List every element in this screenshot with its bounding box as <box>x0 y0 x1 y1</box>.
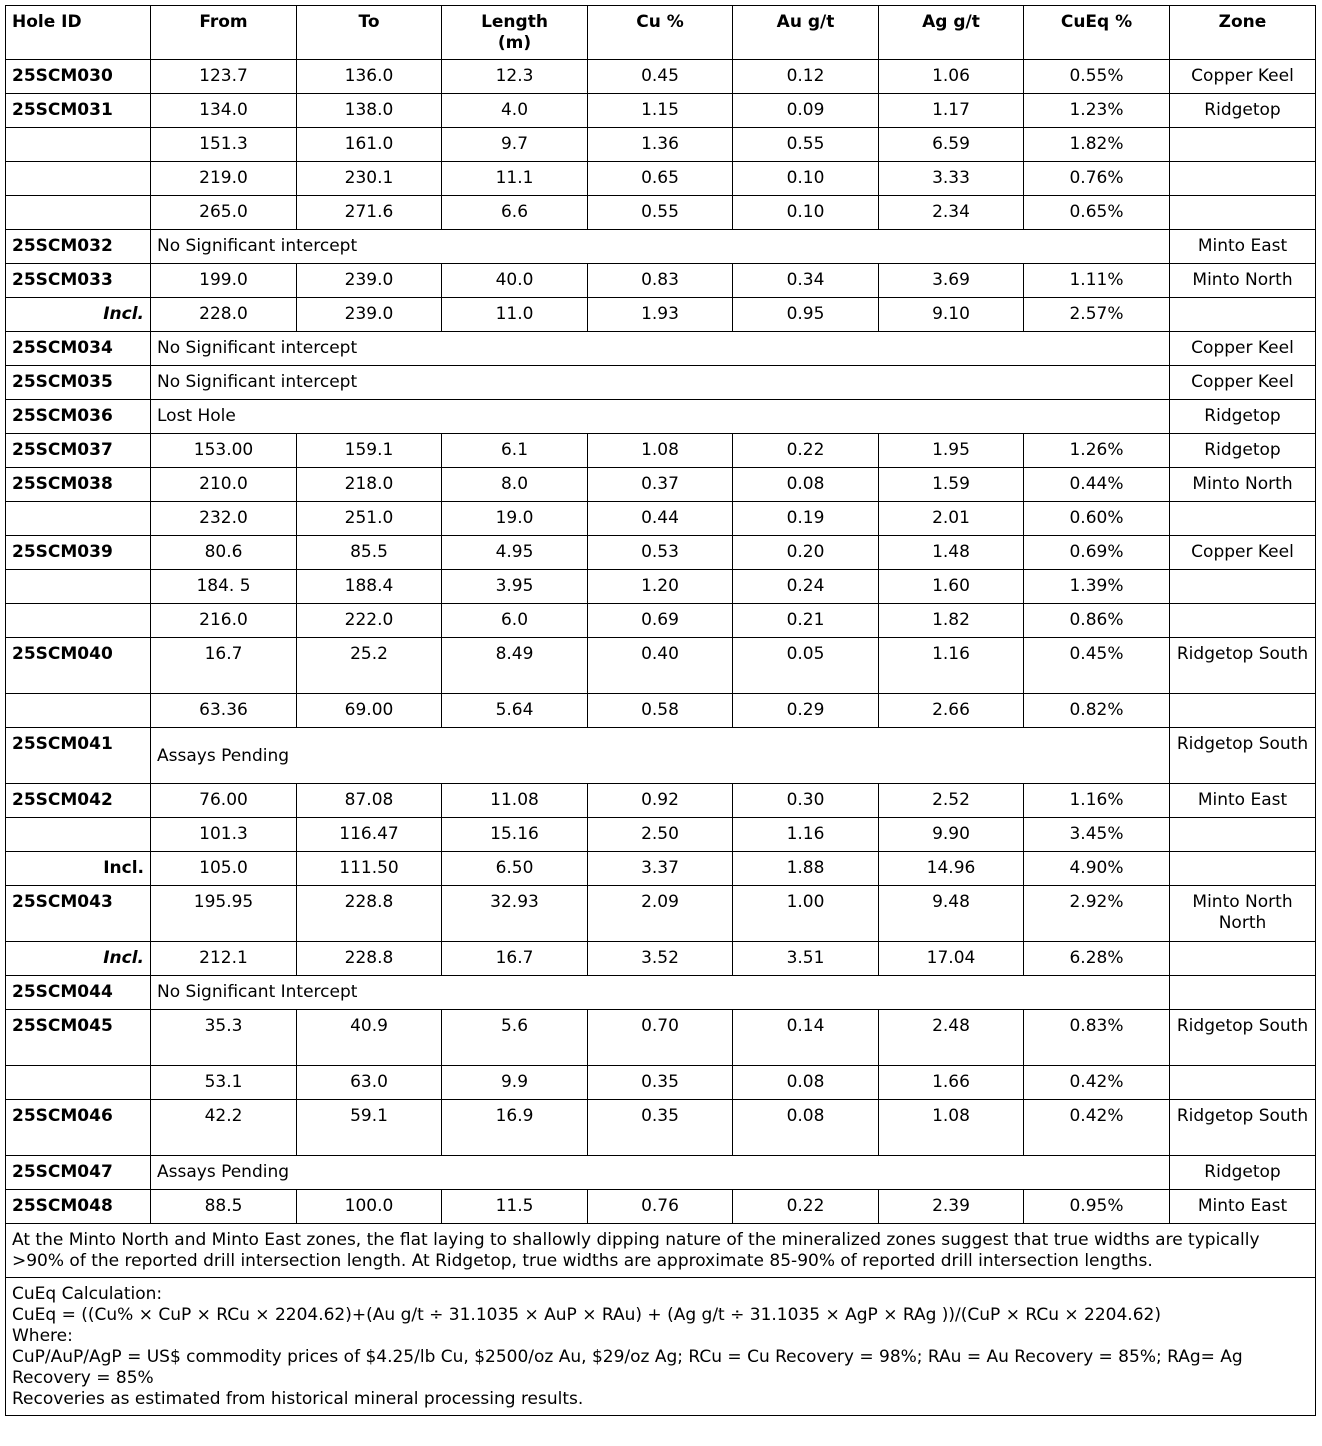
length-cell: 11.08 <box>442 784 588 818</box>
ag-cell: 17.04 <box>879 942 1024 976</box>
to-cell: 138.0 <box>297 94 442 128</box>
hole-id-cell: 25SCM030 <box>6 60 151 94</box>
to-cell: 63.0 <box>297 1066 442 1100</box>
zone-cell: Ridgetop <box>1170 1156 1316 1190</box>
to-cell: 228.8 <box>297 942 442 976</box>
au-cell: 0.08 <box>733 1066 879 1100</box>
table-row <box>6 1190 1316 1224</box>
length-cell: 6.0 <box>442 604 588 638</box>
to-cell: 59.1 <box>297 1100 442 1156</box>
table-row <box>6 570 1316 604</box>
from-cell: 265.0 <box>151 196 297 230</box>
hole-id-cell <box>6 694 151 728</box>
header-ag: Ag g/t <box>879 6 1024 60</box>
table-row <box>6 1010 1316 1066</box>
ag-cell: 2.48 <box>879 1010 1024 1066</box>
table-row <box>6 818 1316 852</box>
au-cell: 0.14 <box>733 1010 879 1066</box>
included-interval-label: Incl. <box>6 942 151 976</box>
cu-cell: 0.92 <box>588 784 733 818</box>
cu-cell: 1.93 <box>588 298 733 332</box>
ag-cell: 2.01 <box>879 502 1024 536</box>
zone-cell <box>1170 694 1316 728</box>
zone-cell: Copper Keel <box>1170 60 1316 94</box>
cu-cell: 2.50 <box>588 818 733 852</box>
au-cell: 1.16 <box>733 818 879 852</box>
au-cell: 0.34 <box>733 264 879 298</box>
result-note-cell: No Significant intercept <box>151 366 1170 400</box>
table-row <box>6 976 1316 1010</box>
header-cu: Cu % <box>588 6 733 60</box>
length-cell: 8.0 <box>442 468 588 502</box>
length-cell: 15.16 <box>442 818 588 852</box>
zone-cell <box>1170 298 1316 332</box>
from-cell: 88.5 <box>151 1190 297 1224</box>
zone-cell: Copper Keel <box>1170 366 1316 400</box>
ag-cell: 1.17 <box>879 94 1024 128</box>
ag-cell: 1.66 <box>879 1066 1024 1100</box>
hole-id-cell: 25SCM038 <box>6 468 151 502</box>
cueq-cell: 1.82% <box>1024 128 1170 162</box>
hole-id-cell: 25SCM039 <box>6 536 151 570</box>
length-cell: 6.6 <box>442 196 588 230</box>
length-cell: 5.6 <box>442 1010 588 1066</box>
zone-cell: Minto North North <box>1170 886 1316 942</box>
table-row <box>6 230 1316 264</box>
cu-cell: 0.70 <box>588 1010 733 1066</box>
from-cell: 219.0 <box>151 162 297 196</box>
from-cell: 101.3 <box>151 818 297 852</box>
cueq-prices: CuP/AuP/AgP = US$ commodity prices of $4.25/lb Cu, $2500/oz Au, $29/oz Ag; RCu = Cu Recovery = 98%; RAu = Au Recovery = 85%; RAg= Ag Recovery = 85% <box>12 1347 1243 1388</box>
hole-id-cell: 25SCM044 <box>6 976 151 1010</box>
table-row <box>6 1066 1316 1100</box>
hole-id-cell: 25SCM041 <box>6 728 151 784</box>
au-cell: 1.88 <box>733 852 879 886</box>
length-cell: 6.50 <box>442 852 588 886</box>
cu-cell: 0.76 <box>588 1190 733 1224</box>
ag-cell: 2.52 <box>879 784 1024 818</box>
cueq-notes-row <box>6 1278 1316 1416</box>
cu-cell: 3.37 <box>588 852 733 886</box>
cueq-cell: 0.95% <box>1024 1190 1170 1224</box>
to-cell: 218.0 <box>297 468 442 502</box>
length-cell: 8.49 <box>442 638 588 694</box>
au-cell: 0.10 <box>733 162 879 196</box>
from-cell: 184. 5 <box>151 570 297 604</box>
to-cell: 116.47 <box>297 818 442 852</box>
au-cell: 0.20 <box>733 536 879 570</box>
hole-id-cell <box>6 502 151 536</box>
from-cell: 228.0 <box>151 298 297 332</box>
hole-id-cell: 25SCM031 <box>6 94 151 128</box>
true-width-note-row <box>6 1224 1316 1278</box>
ag-cell: 9.48 <box>879 886 1024 942</box>
cueq-cell: 1.23% <box>1024 94 1170 128</box>
hole-id-cell: 25SCM047 <box>6 1156 151 1190</box>
zone-cell <box>1170 502 1316 536</box>
ag-cell: 1.16 <box>879 638 1024 694</box>
ag-cell: 3.33 <box>879 162 1024 196</box>
to-cell: 222.0 <box>297 604 442 638</box>
cueq-formula: CuEq = ((Cu% × CuP × RCu × 2204.62)+(Au g/t ÷ 31.1035 × AuP × RAu) + (Ag g/t ÷ 31.1035 × AgP × RAg ))/(CuP × RCu × 2204.62) <box>12 1305 1161 1325</box>
table-row <box>6 604 1316 638</box>
ag-cell: 1.95 <box>879 434 1024 468</box>
length-cell: 4.0 <box>442 94 588 128</box>
hole-id-cell <box>6 128 151 162</box>
length-cell: 12.3 <box>442 60 588 94</box>
zone-cell <box>1170 1066 1316 1100</box>
from-cell: 53.1 <box>151 1066 297 1100</box>
cueq-cell: 0.65% <box>1024 196 1170 230</box>
zone-cell: Ridgetop <box>1170 94 1316 128</box>
cu-cell: 2.09 <box>588 886 733 942</box>
hole-id-cell: 25SCM035 <box>6 366 151 400</box>
hole-id-cell: 25SCM043 <box>6 886 151 942</box>
au-cell: 0.55 <box>733 128 879 162</box>
zone-cell: Ridgetop South <box>1170 728 1316 784</box>
cueq-cell: 1.39% <box>1024 570 1170 604</box>
ag-cell: 1.06 <box>879 60 1024 94</box>
length-cell: 5.64 <box>442 694 588 728</box>
au-cell: 0.22 <box>733 1190 879 1224</box>
cueq-cell: 2.92% <box>1024 886 1170 942</box>
hole-id-cell: 25SCM037 <box>6 434 151 468</box>
length-cell: 32.93 <box>442 886 588 942</box>
ag-cell: 1.48 <box>879 536 1024 570</box>
zone-cell <box>1170 942 1316 976</box>
ag-cell: 1.59 <box>879 468 1024 502</box>
from-cell: 76.00 <box>151 784 297 818</box>
to-cell: 111.50 <box>297 852 442 886</box>
table-row <box>6 366 1316 400</box>
cu-cell: 0.35 <box>588 1066 733 1100</box>
cueq-cell: 4.90% <box>1024 852 1170 886</box>
from-cell: 42.2 <box>151 1100 297 1156</box>
to-cell: 230.1 <box>297 162 442 196</box>
ag-cell: 2.39 <box>879 1190 1024 1224</box>
ag-cell: 2.34 <box>879 196 1024 230</box>
au-cell: 0.10 <box>733 196 879 230</box>
cu-cell: 0.65 <box>588 162 733 196</box>
ag-cell: 3.69 <box>879 264 1024 298</box>
table-row <box>6 784 1316 818</box>
header-to: To <box>297 6 442 60</box>
hole-id-cell: 25SCM040 <box>6 638 151 694</box>
zone-cell: Ridgetop South <box>1170 1010 1316 1066</box>
table-body <box>6 60 1316 1224</box>
cueq-cell: 0.69% <box>1024 536 1170 570</box>
zone-cell: Minto East <box>1170 230 1316 264</box>
cu-cell: 1.15 <box>588 94 733 128</box>
cueq-cell: 3.45% <box>1024 818 1170 852</box>
cueq-cell: 1.16% <box>1024 784 1170 818</box>
table-row <box>6 162 1316 196</box>
au-cell: 1.00 <box>733 886 879 942</box>
hole-id-cell <box>6 818 151 852</box>
from-cell: 123.7 <box>151 60 297 94</box>
au-cell: 0.12 <box>733 60 879 94</box>
cu-cell: 0.55 <box>588 196 733 230</box>
zone-cell <box>1170 570 1316 604</box>
length-cell: 40.0 <box>442 264 588 298</box>
au-cell: 0.05 <box>733 638 879 694</box>
true-width-note: At the Minto North and Minto East zones, the flat laying to shallowly dipping nature of the mineralized zones suggest that true widths are typically >90% of the reported drill intersection length. At Ridgetop, true widths are approximate 85-90% of reported drill intersection lengths. <box>6 1224 1316 1278</box>
cueq-cell: 6.28% <box>1024 942 1170 976</box>
length-cell: 19.0 <box>442 502 588 536</box>
from-cell: 195.95 <box>151 886 297 942</box>
from-cell: 134.0 <box>151 94 297 128</box>
table-row <box>6 886 1316 942</box>
length-cell: 16.9 <box>442 1100 588 1156</box>
to-cell: 161.0 <box>297 128 442 162</box>
from-cell: 151.3 <box>151 128 297 162</box>
ag-cell: 2.66 <box>879 694 1024 728</box>
zone-cell: Ridgetop South <box>1170 638 1316 694</box>
from-cell: 105.0 <box>151 852 297 886</box>
table-row <box>6 128 1316 162</box>
table-row <box>6 196 1316 230</box>
included-interval-label: Incl. <box>6 298 151 332</box>
header-length: Length (m) <box>442 6 588 60</box>
result-note-cell: Assays Pending <box>151 728 1170 784</box>
cueq-cell: 0.44% <box>1024 468 1170 502</box>
header-zone: Zone <box>1170 6 1316 60</box>
table-row <box>6 298 1316 332</box>
drill-results-table <box>5 5 1316 1416</box>
table-row <box>6 94 1316 128</box>
to-cell: 136.0 <box>297 60 442 94</box>
ag-cell: 9.90 <box>879 818 1024 852</box>
length-cell: 9.9 <box>442 1066 588 1100</box>
table-row <box>6 536 1316 570</box>
table-row <box>6 694 1316 728</box>
hole-id-cell: 25SCM032 <box>6 230 151 264</box>
table-row <box>6 728 1316 784</box>
length-cell: 11.5 <box>442 1190 588 1224</box>
length-cell: 11.0 <box>442 298 588 332</box>
zone-cell <box>1170 128 1316 162</box>
header-hole-id: Hole ID <box>6 6 151 60</box>
to-cell: 159.1 <box>297 434 442 468</box>
au-cell: 0.29 <box>733 694 879 728</box>
cueq-notes <box>6 1278 1316 1416</box>
to-cell: 271.6 <box>297 196 442 230</box>
zone-cell <box>1170 162 1316 196</box>
zone-cell: Minto East <box>1170 1190 1316 1224</box>
header-cueq: CuEq % <box>1024 6 1170 60</box>
cueq-cell: 0.45% <box>1024 638 1170 694</box>
ag-cell: 1.82 <box>879 604 1024 638</box>
to-cell: 239.0 <box>297 298 442 332</box>
au-cell: 0.19 <box>733 502 879 536</box>
cueq-cell: 0.55% <box>1024 60 1170 94</box>
cu-cell: 0.40 <box>588 638 733 694</box>
cu-cell: 1.20 <box>588 570 733 604</box>
to-cell: 239.0 <box>297 264 442 298</box>
zone-cell: Copper Keel <box>1170 332 1316 366</box>
result-note-cell: Assays Pending <box>151 1156 1170 1190</box>
hole-id-cell <box>6 162 151 196</box>
hole-id-cell <box>6 196 151 230</box>
result-note-cell: Lost Hole <box>151 400 1170 434</box>
to-cell: 100.0 <box>297 1190 442 1224</box>
hole-id-cell <box>6 570 151 604</box>
au-cell: 0.09 <box>733 94 879 128</box>
table-row <box>6 638 1316 694</box>
cueq-cell: 0.82% <box>1024 694 1170 728</box>
cu-cell: 0.58 <box>588 694 733 728</box>
table-row <box>6 434 1316 468</box>
length-cell: 4.95 <box>442 536 588 570</box>
hole-id-cell: 25SCM048 <box>6 1190 151 1224</box>
hole-id-cell: 25SCM046 <box>6 1100 151 1156</box>
cu-cell: 0.45 <box>588 60 733 94</box>
table-row <box>6 1156 1316 1190</box>
cueq-recoveries: Recoveries as estimated from historical mineral processing results. <box>12 1389 584 1409</box>
cueq-where: Where: <box>12 1326 73 1346</box>
zone-cell: Ridgetop <box>1170 434 1316 468</box>
ag-cell: 1.08 <box>879 1100 1024 1156</box>
zone-cell: Ridgetop <box>1170 400 1316 434</box>
from-cell: 232.0 <box>151 502 297 536</box>
hole-id-cell: 25SCM045 <box>6 1010 151 1066</box>
au-cell: 0.21 <box>733 604 879 638</box>
au-cell: 0.30 <box>733 784 879 818</box>
table-row <box>6 60 1316 94</box>
cueq-cell: 0.60% <box>1024 502 1170 536</box>
au-cell: 0.95 <box>733 298 879 332</box>
to-cell: 25.2 <box>297 638 442 694</box>
to-cell: 85.5 <box>297 536 442 570</box>
from-cell: 35.3 <box>151 1010 297 1066</box>
length-cell: 16.7 <box>442 942 588 976</box>
zone-cell <box>1170 196 1316 230</box>
to-cell: 251.0 <box>297 502 442 536</box>
cueq-cell: 1.26% <box>1024 434 1170 468</box>
included-interval-label: Incl. <box>6 852 151 886</box>
table-row <box>6 468 1316 502</box>
zone-cell: Minto North <box>1170 468 1316 502</box>
cu-cell: 0.35 <box>588 1100 733 1156</box>
hole-id-cell <box>6 604 151 638</box>
table-row <box>6 502 1316 536</box>
header-row <box>6 6 1316 60</box>
ag-cell: 14.96 <box>879 852 1024 886</box>
length-cell: 6.1 <box>442 434 588 468</box>
length-cell: 11.1 <box>442 162 588 196</box>
zone-cell: Ridgetop South <box>1170 1100 1316 1156</box>
header-au: Au g/t <box>733 6 879 60</box>
au-cell: 0.08 <box>733 1100 879 1156</box>
ag-cell: 1.60 <box>879 570 1024 604</box>
from-cell: 212.1 <box>151 942 297 976</box>
to-cell: 188.4 <box>297 570 442 604</box>
cueq-cell: 0.86% <box>1024 604 1170 638</box>
hole-id-cell <box>6 1066 151 1100</box>
to-cell: 87.08 <box>297 784 442 818</box>
cu-cell: 0.37 <box>588 468 733 502</box>
to-cell: 228.8 <box>297 886 442 942</box>
cu-cell: 1.08 <box>588 434 733 468</box>
header-from: From <box>151 6 297 60</box>
cu-cell: 0.53 <box>588 536 733 570</box>
from-cell: 80.6 <box>151 536 297 570</box>
from-cell: 16.7 <box>151 638 297 694</box>
from-cell: 210.0 <box>151 468 297 502</box>
table-row <box>6 332 1316 366</box>
length-cell: 9.7 <box>442 128 588 162</box>
zone-cell <box>1170 818 1316 852</box>
au-cell: 0.22 <box>733 434 879 468</box>
hole-id-cell: 25SCM033 <box>6 264 151 298</box>
cueq-cell: 0.83% <box>1024 1010 1170 1066</box>
result-note-cell: No Significant Intercept <box>151 976 1170 1010</box>
zone-cell <box>1170 976 1316 1010</box>
zone-cell <box>1170 604 1316 638</box>
table-row <box>6 852 1316 886</box>
table-row <box>6 1100 1316 1156</box>
cu-cell: 0.44 <box>588 502 733 536</box>
au-cell: 3.51 <box>733 942 879 976</box>
cueq-heading: CuEq Calculation: <box>12 1284 163 1304</box>
cueq-cell: 2.57% <box>1024 298 1170 332</box>
cu-cell: 0.83 <box>588 264 733 298</box>
from-cell: 199.0 <box>151 264 297 298</box>
to-cell: 69.00 <box>297 694 442 728</box>
zone-cell <box>1170 852 1316 886</box>
au-cell: 0.24 <box>733 570 879 604</box>
length-cell: 3.95 <box>442 570 588 604</box>
ag-cell: 6.59 <box>879 128 1024 162</box>
cu-cell: 3.52 <box>588 942 733 976</box>
from-cell: 63.36 <box>151 694 297 728</box>
zone-cell: Copper Keel <box>1170 536 1316 570</box>
cueq-cell: 1.11% <box>1024 264 1170 298</box>
cueq-cell: 0.42% <box>1024 1100 1170 1156</box>
table-row <box>6 942 1316 976</box>
zone-cell: Minto North <box>1170 264 1316 298</box>
ag-cell: 9.10 <box>879 298 1024 332</box>
hole-id-cell: 25SCM034 <box>6 332 151 366</box>
au-cell: 0.08 <box>733 468 879 502</box>
result-note-cell: No Significant intercept <box>151 332 1170 366</box>
zone-cell: Minto East <box>1170 784 1316 818</box>
cu-cell: 0.69 <box>588 604 733 638</box>
cueq-cell: 0.76% <box>1024 162 1170 196</box>
table-row <box>6 400 1316 434</box>
hole-id-cell: 25SCM042 <box>6 784 151 818</box>
cu-cell: 1.36 <box>588 128 733 162</box>
to-cell: 40.9 <box>297 1010 442 1066</box>
hole-id-cell: 25SCM036 <box>6 400 151 434</box>
result-note-cell: No Significant intercept <box>151 230 1170 264</box>
table-row <box>6 264 1316 298</box>
from-cell: 153.00 <box>151 434 297 468</box>
from-cell: 216.0 <box>151 604 297 638</box>
cueq-cell: 0.42% <box>1024 1066 1170 1100</box>
